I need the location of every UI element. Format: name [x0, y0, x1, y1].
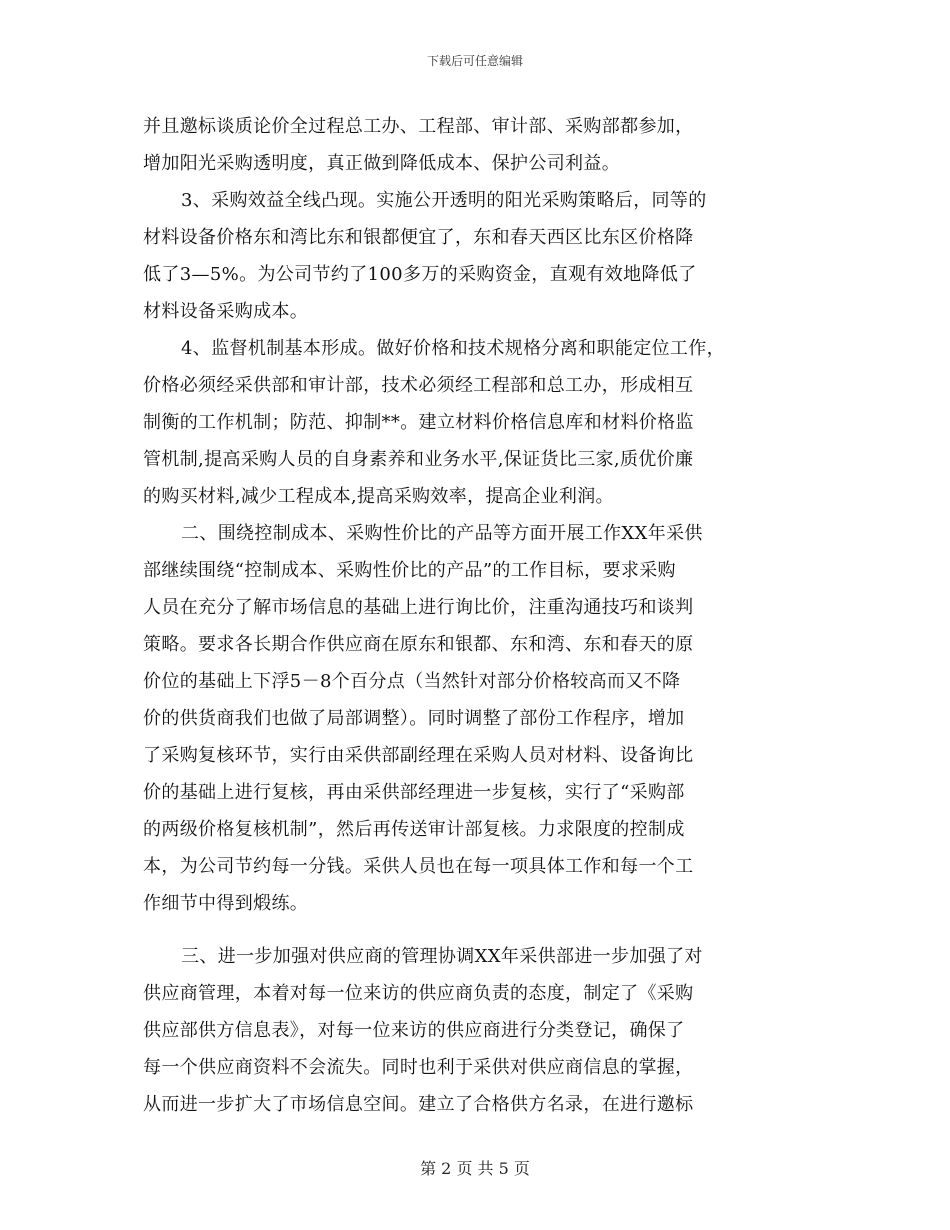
paragraph-line: 价的基础上进行复核，再由采供部经理进一步复核，实行了“采购部 [143, 782, 685, 803]
paragraph-line: 价位的基础上下浮5－8个百分点（当然针对部分价格较高而又不降 [143, 671, 681, 692]
paragraph-line: 二、围绕控制成本、采购性价比的产品等方面开展工作XX年采供 [181, 523, 703, 544]
paragraph-line: 从而进一步扩大了市场信息空间。建立了合格供方名录，在进行邀标 [143, 1094, 694, 1115]
paragraph-line: 供应部供方信息表》，对每一位来访的供应商进行分类登记，确保了 [143, 1020, 685, 1041]
page-number-footer: 第 2 页 共 5 页 [420, 1159, 530, 1178]
paragraph-line: 了采购复核环节，实行由采供部副经理在采购人员对材料、设备询比 [143, 745, 694, 766]
paragraph-line: 部继续围绕“控制成本、采购性价比的产品”的工作目标，要求采购 [143, 560, 676, 581]
paragraph-line: 管机制,提高采购人员的自身素养和业务水平,保证货比三家,质优价廉 [143, 449, 694, 470]
paragraph-line: 人员在充分了解市场信息的基础上进行询比价，注重沟通技巧和谈判 [143, 597, 694, 618]
paragraph-line: 3、采购效益全线凸现。实施公开透明的阳光采购策略后，同等的 [181, 190, 707, 211]
paragraph-line: 每一个供应商资料不会流失。同时也利于采供对供应商信息的掌握， [143, 1057, 694, 1078]
paragraph-line: 材料设备采购成本。 [143, 301, 309, 322]
paragraph-line: 供应商管理，本着对每一位来访的供应商负责的态度，制定了《采购 [143, 983, 694, 1004]
paragraph-line: 并且邀标谈质论价全过程总工办、工程部、审计部、采购部都参加， [143, 116, 694, 137]
paragraph-spacer [143, 922, 813, 938]
paragraph-line: 制衡的工作机制；防范、抑制**。建立材料价格信息库和材料价格监 [143, 412, 694, 433]
page-header: 下载后可任意编辑 [426, 54, 523, 68]
paragraph-line: 低了3—5%。为公司节约了100多万的采购资金，直观有效地降低了 [143, 264, 697, 285]
paragraph-line: 策略。要求各长期合作供应商在原东和银都、东和湾、东和春天的原 [143, 634, 694, 655]
paragraph-line: 价格必须经采供部和审计部，技术必须经工程部和总工办，形成相互 [143, 375, 694, 396]
paragraph-line: 材料设备价格东和湾比东和银都便宜了，东和春天西区比东区价格降 [143, 227, 694, 248]
paragraph-line: 三、进一步加强对供应商的管理协调XX年采供部进一步加强了对 [181, 946, 703, 967]
paragraph-line: 作细节中得到煅练。 [143, 893, 309, 914]
paragraph-line: 4、监督机制基本形成。做好价格和技术规格分离和职能定位工作， [181, 338, 725, 359]
paragraph-line: 价的供货商我们也做了局部调整）。同时调整了部份工作程序，增加 [143, 708, 685, 729]
document-body [143, 108, 813, 1123]
paragraph-line: 的两级价格复核机制”，然后再传送审计部复核。力求限度的控制成 [143, 819, 685, 840]
paragraph-line: 本，为公司节约每一分钱。采供人员也在每一项具体工作和每一个工 [143, 856, 694, 877]
paragraph-line: 增加阳光采购透明度，真正做到降低成本、保护公司利益。 [143, 153, 621, 174]
paragraph-line: 的购买材料,减少工程成本,提高采购效率，提高企业利润。 [143, 486, 614, 507]
